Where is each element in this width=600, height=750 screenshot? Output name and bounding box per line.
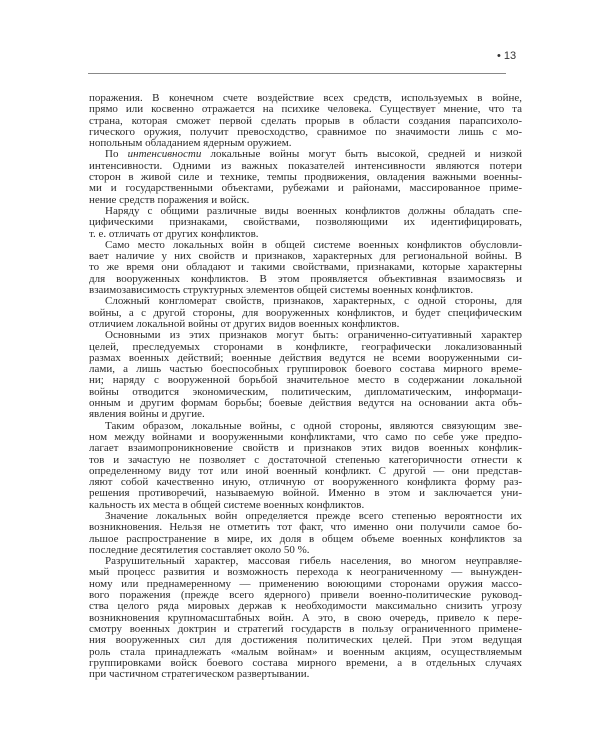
text-line: Само место локальных войн в общей системе военных конфликтов обусловли-	[105, 238, 522, 251]
page-body	[89, 93, 522, 680]
text-line: вого поражения (прежде всего ядерного) привели военно-политические руковод-	[89, 589, 522, 602]
text-line: ни; наряду с вооруженной борьбой значительное место в содержании локальной	[89, 374, 522, 387]
text-line: целей, преследуемых сторонами в конфликте, географически локализованный	[89, 340, 522, 353]
text-line: поражения. В конечном счете воздействие всех средств, используемых в войне,	[89, 92, 522, 104]
text-line: решения противоречий, называемую войной. Именно в этом и заключается уни-	[89, 487, 522, 500]
paragraph	[89, 330, 522, 420]
text-line: Основными из этих признаков могут быть: ограниченно-ситуативный характер	[105, 329, 522, 342]
text-line: ному или преднамеренному — применению воюющими сторонами оружия массо-	[89, 577, 522, 590]
text-line: при частичном стратегическом развертывании.	[89, 668, 310, 681]
text-line: ми и государственными объектами, рубежами и районами, массированное приме-	[89, 182, 522, 195]
text-line: нопольным обладанием ядерным оружием.	[89, 137, 292, 150]
text-line: явления войны и другие.	[89, 408, 205, 421]
text-line: лами, а лишь частью боеспособных группировок боевого состава мирного време-	[89, 363, 522, 376]
text-line: последние десятилетия составляет около 50 %.	[89, 543, 310, 556]
text-line: Наряду с общими различные виды военных конфликтов должны обладать спе-	[105, 204, 522, 217]
text-line: взаимозависимость структурных элементов общей системы военных конфликтов.	[89, 284, 474, 297]
paragraph	[89, 93, 522, 149]
text-line: ния вооруженных сил для достижения политических целей. При этом ведущая	[89, 634, 522, 647]
text-line: сторон в живой силе и технике, темпы продвижения, овладения важными военны-	[89, 171, 522, 184]
text-line: Значение локальных войн определяется прежде всего степенью вероятности их	[105, 509, 522, 522]
text-fragment: По	[105, 148, 128, 161]
text-line: Сложный конгломерат свойств, признаков, характерных, с одной стороны, для	[105, 295, 522, 308]
text-line: для вооруженных конфликтов. В этом проявляется объективная взаимосвязь и	[89, 272, 522, 285]
text-line: Таким образом, локальные войны, с одной стороны, являются связующим зве-	[105, 419, 522, 432]
header-rule	[88, 73, 506, 74]
text-line: ном между войнами и вооруженными конфликтами, что само по себе уже предпо-	[89, 430, 522, 443]
text-line: возникновения. Нельзя не отметить тот факт, что именно они получили самое бо-	[89, 521, 522, 534]
text-fragment: локальные войны могут быть высокой, средней и низкой	[201, 148, 522, 161]
text-line: цифическими признаками, свойствами, позволяющими их идентифицировать,	[89, 216, 522, 229]
text-line: лагает взаимопроникновение свойств и признаков этих видов военных конфлик-	[89, 442, 522, 455]
text-line: то же время они обладают и такими свойствами, признаками, которые характерны	[89, 261, 522, 274]
text-line: отличием локальной войны от других видов военных конфликтов.	[89, 317, 400, 330]
text-line: ства целого ряда мировых держав к необходимости максимально снизить угрозу	[89, 600, 522, 613]
text-line: ляют собой качественно иную, отличную от вооруженного конфликта форму раз-	[89, 476, 522, 489]
paragraph	[89, 421, 522, 511]
text-line: определенному виду тот или иной военный конфликт. С другой — они представ-	[89, 464, 522, 477]
paragraph	[89, 296, 522, 330]
text-line: группировками войск боевого состава мирного времени, а в отдельных случаях	[89, 656, 522, 669]
paragraph	[89, 240, 522, 296]
text-line: т. е. отличать от других конфликтов.	[89, 227, 259, 240]
text-line: нение средств поражения и войск.	[89, 193, 250, 206]
text-line: гического оружия, получит превосходство, сравнимое по значимости лишь с мо-	[89, 125, 522, 138]
text-line: роль стала принадлежать «малым войнам» и военным акциям, осуществляемым	[89, 645, 522, 658]
text-line: интенсивности. Одними из важных показателей интенсивности являются потери	[89, 159, 522, 172]
text-line: мый процесс развития и возможность перехода к неограниченному — вынужден-	[89, 566, 522, 579]
paragraph	[89, 511, 522, 556]
text-line: онным и другим формам борьбы; боевые действия ведутся на основании акта объ-	[89, 397, 522, 410]
text-line: смотру военных доктрин и стратегий государств в пользу ограниченного примене-	[89, 622, 522, 635]
text-line: прямо или косвенно отражается на психике человека. Существует мнение, что та	[89, 103, 522, 116]
text-line: возникновения крупномасштабных войн. А это, в свою очередь, привело к пере-	[89, 611, 522, 624]
text-line: льшое распространение в мире, их доля в общем объеме военных конфликтов за	[89, 532, 522, 545]
paragraph	[89, 149, 522, 205]
text-line: Разрушительный характер, массовая гибель населения, во многом неуправляе-	[105, 555, 522, 568]
text-line: войны отводится экономическим, политическим, дипломатическим, информаци-	[89, 385, 522, 398]
text-line: размах военных действий; военные действия ведутся не всеми вооруженными си-	[89, 351, 522, 364]
text-line: войны, а с другой стороны, для вооруженных конфликтов, и будет специфическим	[89, 306, 522, 319]
text-line: вает наличие у них свойств и признаков, характерных для региональной войны. В	[89, 250, 522, 263]
text-line: кальность их места в общей системе военных конфликтов.	[89, 498, 365, 511]
paragraph	[89, 206, 522, 240]
italic-term: интенсивности	[127, 148, 202, 161]
page-number: • 13	[497, 50, 517, 62]
text-line: тов и зачастую не позволяет с достаточной степенью категоричности отнести к	[89, 453, 522, 466]
paragraph	[89, 556, 522, 680]
text-line: страна, которая сможет первой сделать прорыв в области создания парапсихоло-	[89, 114, 522, 127]
